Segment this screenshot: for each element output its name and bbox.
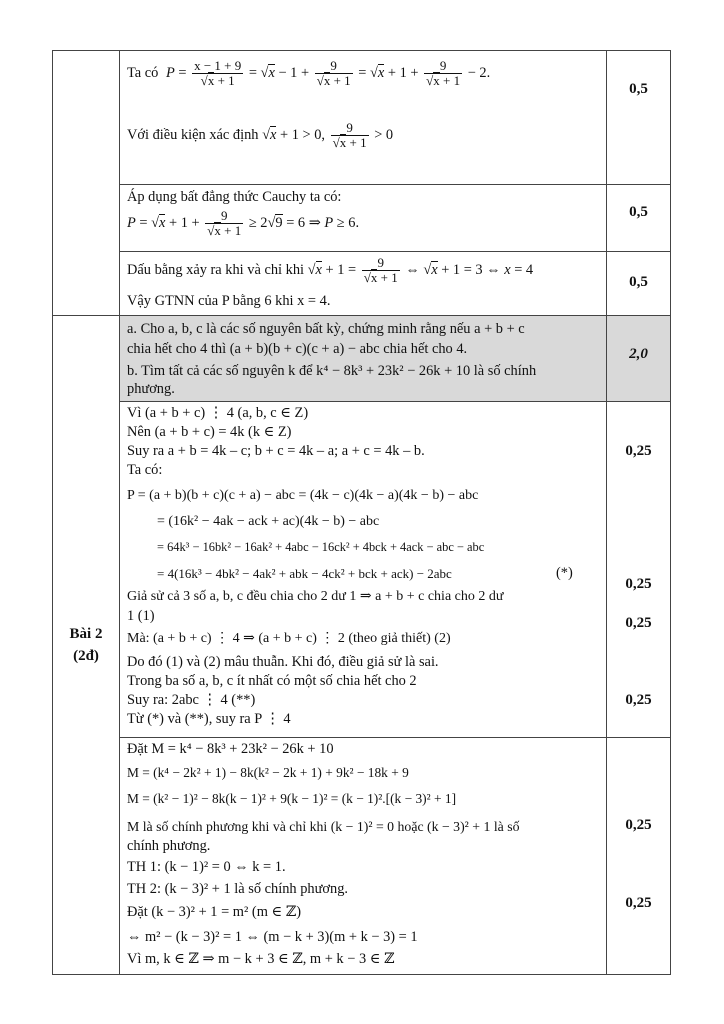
text-line: Nên (a + b + c) = 4k (k ∈ Z)	[127, 424, 292, 440]
score-cell	[607, 402, 671, 738]
text-line: Đặt (k − 3)² + 1 = m² (m ∈ ℤ)	[127, 904, 302, 920]
text-line: M = (k² − 1)² − 8k(k − 1)² + 9(k − 1)² = (k − 1)².[(k − 3)² + 1]	[127, 791, 457, 806]
score-value: 0,25	[625, 817, 652, 833]
text-line: Áp dụng bất đẳng thức Cauchy ta có:	[127, 189, 342, 205]
text-line: TH 1: (k − 1)² = 0 ⇔ k = 1.	[127, 859, 286, 875]
score-cell	[607, 252, 671, 316]
score-value: 0,5	[629, 274, 648, 290]
text-line: chính phương.	[127, 838, 211, 854]
table-row	[53, 316, 671, 402]
score-cell	[607, 185, 671, 252]
text-line: P = (a + b)(b + c)(c + a) − abc = (4k − c)(4k − a)(4k − b) − abc	[127, 488, 479, 503]
problem-statement-cell	[120, 316, 607, 402]
text-line: Dấu bằng xảy ra khi và chỉ khi	[127, 261, 305, 278]
text-line: Mà: (a + b + c) ⋮ 4 ⇒ (a + b + c) ⋮ 2 (theo giả thiết) (2)	[127, 631, 451, 646]
table-row	[53, 185, 671, 252]
text-line: Ta có:	[127, 462, 163, 478]
problem-label-cell	[53, 316, 120, 975]
text-line: a. Cho a, b, c là các số nguyên bất kỳ, chứng minh rằng nếu a + b + c	[127, 321, 525, 337]
text-line: TH 2: (k − 3)² + 1 là số chính phương.	[127, 881, 349, 897]
score-value: 0,25	[625, 895, 652, 911]
score-value: 0,25	[625, 576, 652, 592]
content-cell	[120, 738, 607, 975]
score-value: 0,5	[629, 204, 648, 220]
text-line: Đặt M = k⁴ − 8k³ + 23k² − 26k + 10	[127, 741, 334, 757]
text-line: = 64k³ − 16bk² − 16ak² + 4abc − 16ck² + 4bck + 4ack − abc − abc	[157, 540, 485, 554]
score-value: 0,25	[625, 443, 652, 459]
score-value: 2,0	[629, 346, 648, 362]
text-line: Vậy GTNN của P bằng 6 khi x = 4.	[127, 293, 331, 309]
text-line: M là số chính phương khi và chỉ khi (k − 1)² = 0 hoặc (k − 3)² + 1 là số	[127, 819, 520, 834]
problem-number: Bài 2	[69, 626, 103, 642]
score-cell	[607, 316, 671, 402]
text-line: M = (k⁴ − 2k² + 1) − 8k(k² − 2k + 1) + 9k² − 18k + 9	[127, 765, 409, 780]
text-line: ⇔ m² − (k − 3)² = 1 ⇔ (m − k + 3)(m + k − 3) = 1	[127, 929, 418, 945]
solution-table	[52, 50, 671, 975]
text-line: Với điều kiện xác định	[127, 126, 259, 143]
text-line: Ta có	[127, 64, 159, 81]
text-line: Từ (*) và (**), suy ra P ⋮ 4	[127, 711, 291, 727]
text-line: 1 (1)	[127, 608, 155, 624]
table-row	[53, 738, 671, 975]
content-cell: Dấu bằng xảy ra khi và chỉ khi √x + 1 = $\frac{9}{√x + 1}$ ⇔ √x + 1 = 3 ⇔ x = 4 Vậy GTNN của P bằng 6 khi x = 4.	[120, 252, 607, 316]
problem-points: (2đ)	[73, 648, 99, 664]
table-row	[53, 51, 671, 185]
score-value: 0,25	[625, 692, 652, 708]
text-line: Vì m, k ∈ ℤ ⇒ m − k + 3 ∈ ℤ, m + k − 3 ∈ ℤ	[127, 951, 395, 967]
content-cell: Áp dụng bất đẳng thức Cauchy ta có: P = √x + 1 + $\frac{9}{√x + 1}$ ≥ 2√9 = 6 ⇒ P ≥ 6.	[120, 185, 607, 252]
score-value: 0,25	[625, 615, 652, 631]
text-line: Vì (a + b + c) ⋮ 4 (a, b, c ∈ Z)	[127, 405, 309, 421]
score-cell	[607, 738, 671, 975]
text-line: Do đó (1) và (2) mâu thuẫn. Khi đó, điều giả sử là sai.	[127, 654, 439, 670]
text-line: Trong ba số a, b, c ít nhất có một số chia hết cho 2	[127, 673, 417, 689]
text-line: phương.	[127, 381, 175, 397]
table-row	[53, 252, 671, 316]
score-value: 0,5	[629, 81, 648, 97]
content-cell	[120, 402, 607, 738]
score-cell	[607, 51, 671, 185]
content-cell: Ta có P = $\frac{x - 1 + 9}{√x + 1}$ = √x − 1 + $\frac{9}{√x + 1}$ = √x + 1 + $\frac{9}{√x + 1}$ − 2. Với điều kiện xác định √x + 1 > 0, $\frac{9}{√x + 1}$ > 0	[120, 51, 607, 185]
text-line: b. Tìm tất cả các số nguyên k để k⁴ − 8k³ + 23k² − 26k + 10 là số chính	[127, 363, 537, 379]
text-line: Giả sử cả 3 số a, b, c đều chia cho 2 dư 1 ⇒ a + b + c chia cho 2 dư	[127, 589, 504, 604]
table-row	[53, 402, 671, 738]
text-line: = 4(16k³ − 4bk² − 4ak² + abk − 4ck² + bck + ack) − 2abc	[157, 566, 452, 581]
text-line: Suy ra a + b = 4k – c; b + c = 4k – a; a + c = 4k – b.	[127, 443, 425, 459]
empty-left-cell	[53, 51, 120, 316]
text-line: = (16k² − 4ak − ack + ac)(4k − b) − abc	[157, 514, 380, 529]
text-line: chia hết cho 4 thì (a + b)(b + c)(c + a) − abc chia hết cho 4.	[127, 341, 468, 357]
text-line: (*)	[556, 565, 573, 581]
text-line: Suy ra: 2abc ⋮ 4 (**)	[127, 692, 256, 708]
